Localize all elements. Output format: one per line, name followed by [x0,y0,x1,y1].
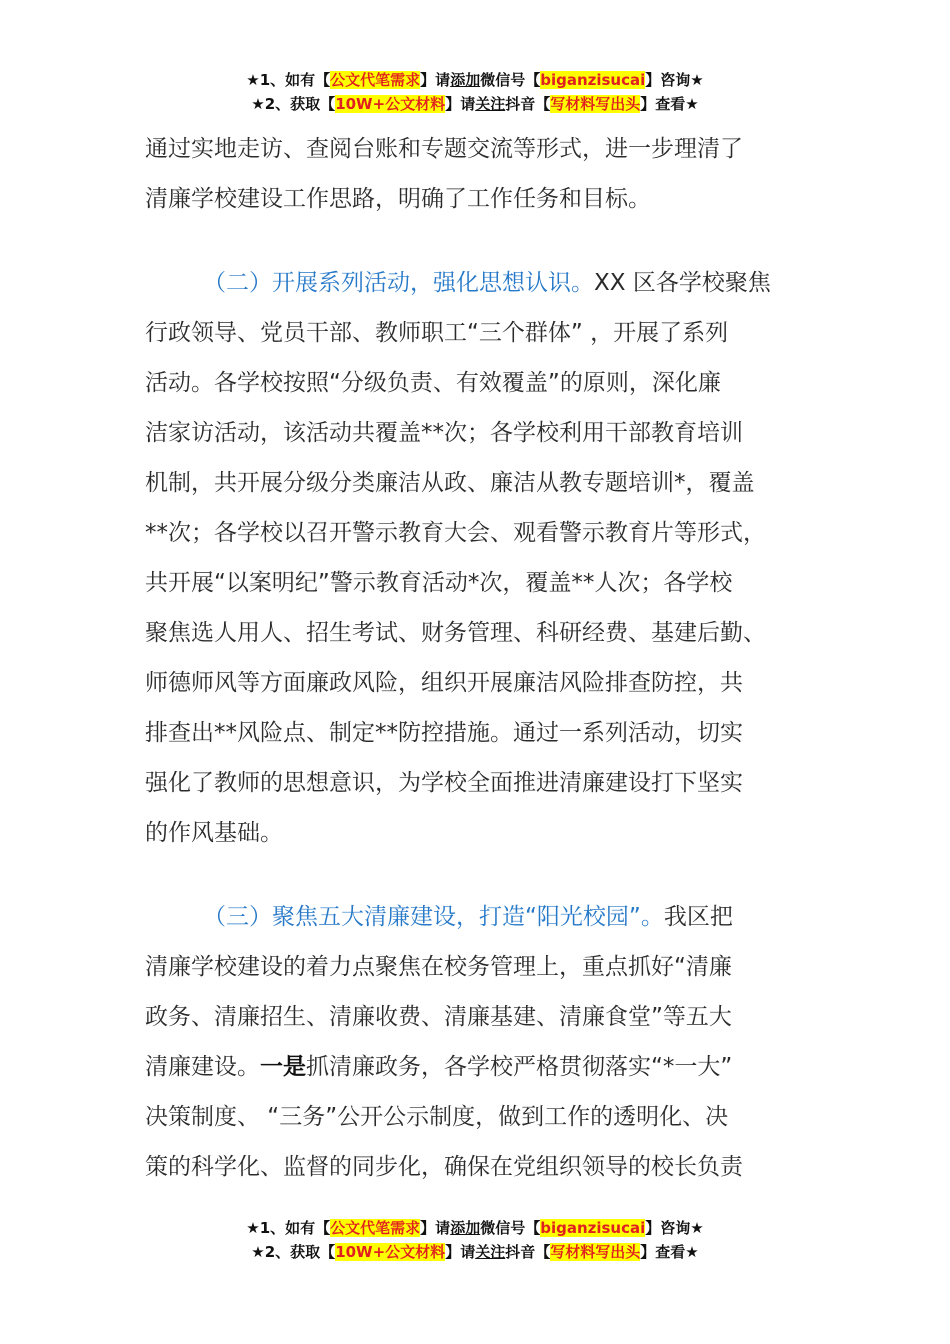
highlight-service: 公文代笔需求 [330,1219,421,1237]
highlight-service: 公文代笔需求 [330,71,421,89]
highlight-materials: 10W+公文材料 [335,1243,446,1261]
banner-line-1: ★1、如有【公文代笔需求】请添加微信号【biganzisucai】咨询★ [246,1219,704,1237]
banner-line-2: ★2、获取【10W+公文材料】请关注抖音【写材料写出头】查看★ [251,95,699,113]
highlight-materials: 10W+公文材料 [335,95,446,113]
header-banner [0,68,950,116]
highlight-wechat-id: biganzisucai [540,71,646,89]
document-body [145,124,805,1192]
banner-line-2: ★2、获取【10W+公文材料】请关注抖音【写材料写出头】查看★ [251,1243,699,1261]
paragraph-2: （二）开展系列活动，强化思想认识。XX 区各学校聚焦 行政领导、党员干部、教师职工“三个群体” ，开展了系列 活动。各学校按照“分级负责、有效覆盖”的原则，深化廉 洁家访活动，该活动共覆盖**次；各学校利用干部教育培训 机制，共开展分级分类廉洁从政、廉洁从教专题培训*，覆盖 **次；各学校以召开警示教育大会、观看警示教育片等形式， 共开展“以案明纪”警示教育活动*次，覆盖**人次；各学校 聚焦选人用人、招生考试、财务管理、科研经费、基建后勤、 师德师风等方面廉政风险，组织开展廉洁风险排查防控，共 排查出**风险点、制定**防控措施。通过一系列活动，切实 强化了教师的思想意识，为学校全面推进清廉建设打下坚实 的作风基础。 [145,270,771,846]
footer-banner [0,1216,950,1264]
highlight-douyin: 写材料写出头 [550,95,641,113]
emphasis-first: 一是 [260,1054,306,1080]
section-heading-3: （三）聚焦五大清廉建设，打造“阳光校园”。 [203,904,664,930]
highlight-wechat-id: biganzisucai [540,1219,646,1237]
paragraph-1: 通过实地走访、查阅台账和专题交流等形式，进一步理清了 清廉学校建设工作思路，明确了工作任务和目标。 [145,136,743,212]
paragraph-3: （三）聚焦五大清廉建设，打造“阳光校园”。我区把 清廉学校建设的着力点聚焦在校务管理上，重点抓好“清廉 政务、清廉招生、清廉收费、清廉基建、清廉食堂”等五大 清廉建设。一是抓清廉政务，各学校严格贯彻落实“*一大” 决策制度、 “三务”公开公示制度，做到工作的透明化、决 策的科学化、监督的同步化，确保在党组织领导的校长负责 [145,904,743,1180]
section-heading-2: （二）开展系列活动，强化思想认识。 [203,270,594,296]
highlight-douyin: 写材料写出头 [550,1243,641,1261]
banner-line-1: ★1、如有【公文代笔需求】请添加微信号【biganzisucai】咨询★ [246,71,704,89]
